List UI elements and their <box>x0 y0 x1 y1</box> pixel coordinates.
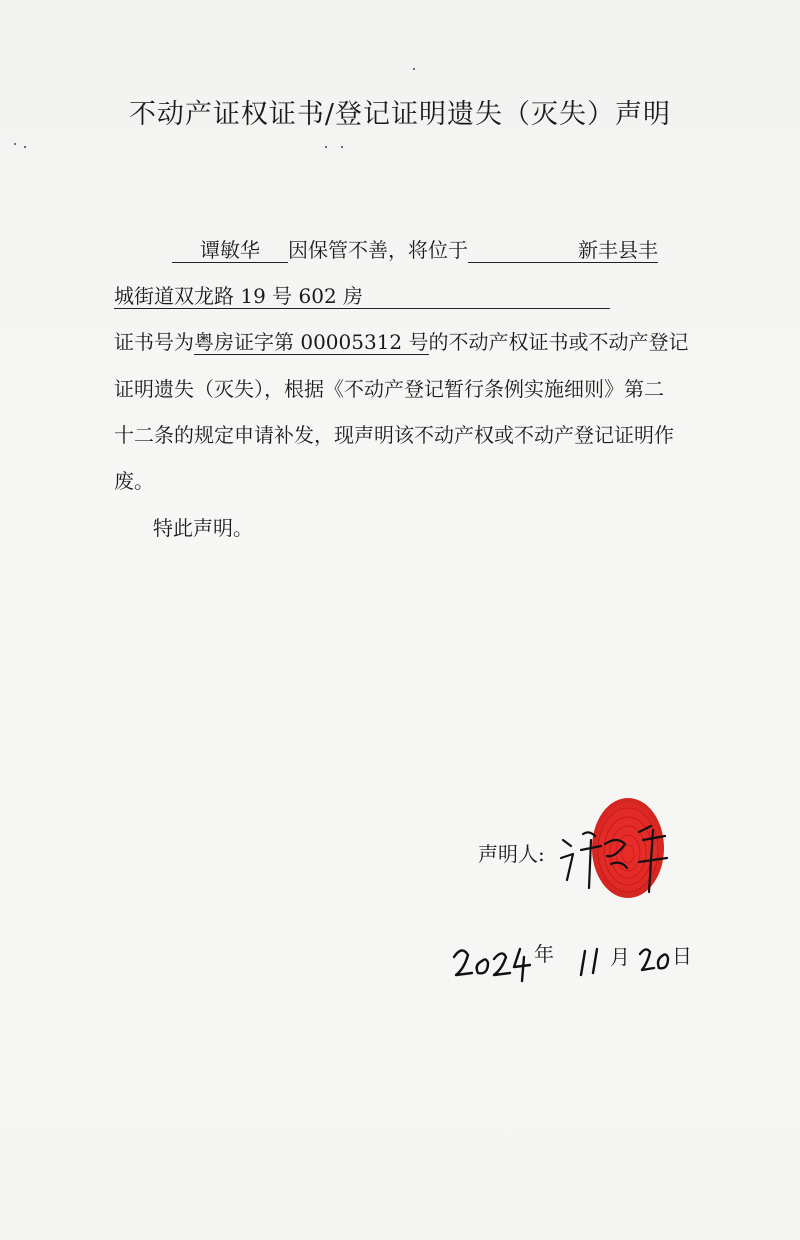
location-rest: 城街道双龙路 19 号 602 房 <box>114 284 610 309</box>
scan-speck <box>24 146 26 148</box>
certificate-number: 粤房证字第 00005312 号 <box>194 330 429 354</box>
body-text: 因保管不善，将位于 <box>288 238 468 262</box>
scan-speck <box>325 146 327 148</box>
scan-speck <box>413 68 415 70</box>
handwritten-year <box>450 935 532 985</box>
body-line-5: 十二条的规定申请补发，现声明该不动产权或不动产登记证明作 <box>114 423 674 447</box>
location-start: 新丰县丰 <box>578 238 658 262</box>
signature-icon <box>555 810 685 900</box>
year-label: 年 <box>534 942 554 966</box>
day-label: 日 <box>672 944 692 968</box>
blank-underline <box>468 238 578 263</box>
body-line-6: 废。 <box>114 469 154 493</box>
body-line-2 <box>114 284 610 309</box>
scan-speck <box>341 146 343 148</box>
body-line-1 <box>172 238 658 263</box>
month-label: 月 <box>610 945 630 969</box>
handwritten-day <box>636 940 676 980</box>
document-title: 不动产证权证书/登记证明遗失（灭失）声明 <box>128 99 672 130</box>
handwritten-month <box>575 945 605 981</box>
closing-statement: 特此声明。 <box>153 516 253 540</box>
body-line-3 <box>114 330 689 354</box>
body-text: 证书号为 <box>114 330 194 354</box>
declarant-label: 声明人: <box>478 842 545 866</box>
declarant-name: 谭敏华 <box>172 238 288 263</box>
body-line-4: 证明遗失（灭失），根据《不动产登记暂行条例实施细则》第二 <box>114 377 664 401</box>
body-text: 的不动产权证书或不动产登记 <box>428 330 689 354</box>
scan-speck <box>14 143 16 145</box>
